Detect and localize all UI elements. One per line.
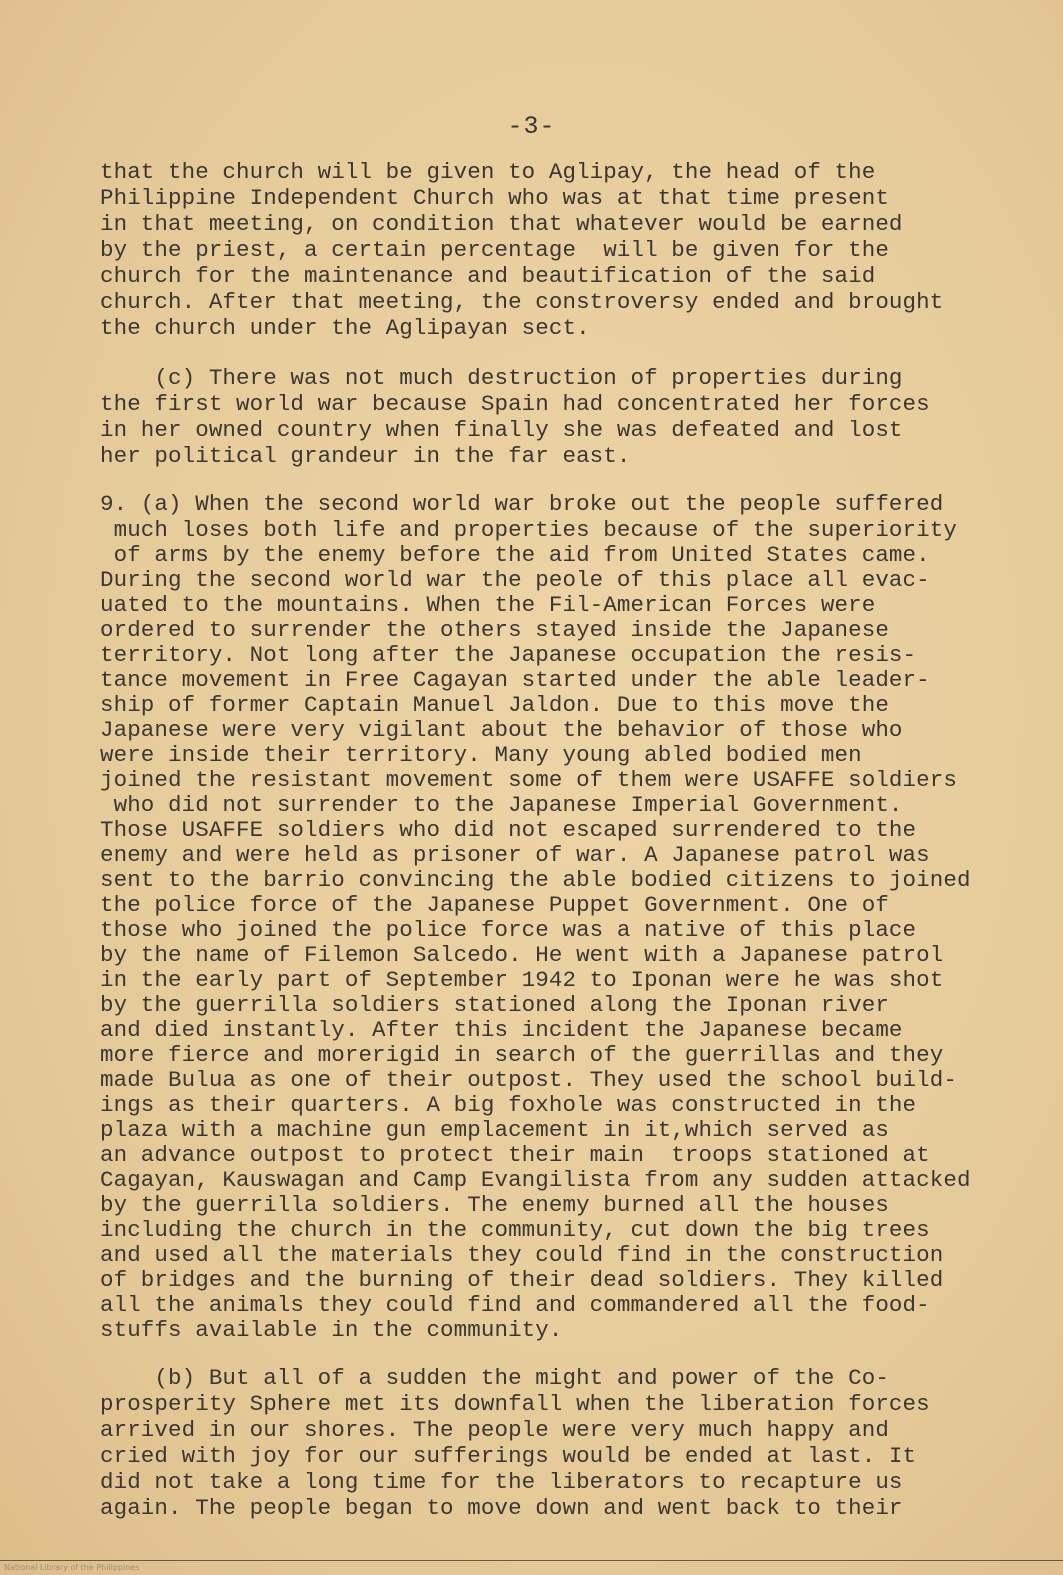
text-line: church. After that meeting, the constroversy ended and brought (100, 289, 944, 315)
text-line: Philippine Independent Church who was at that time present (100, 185, 889, 211)
text-line: by the guerrilla soldiers stationed along the Iponan river (100, 992, 889, 1018)
text-line: the first world war because Spain had concentrated her forces (100, 391, 930, 417)
text-line: in the early part of September 1942 to Iponan were he was shot (100, 967, 944, 993)
text-line: the police force of the Japanese Puppet Government. One of (100, 892, 889, 918)
text-line: her political grandeur in the far east. (100, 443, 631, 469)
text-line: by the priest, a certain percentage will be given for the (100, 237, 889, 263)
text-line: tance movement in Free Cagayan started under the able leader- (100, 667, 930, 693)
text-line: ship of former Captain Manuel Jaldon. Due to this move the (100, 692, 889, 718)
text-line: church for the maintenance and beautification of the said (100, 263, 876, 289)
text-line: including the church in the community, cut down the big trees (100, 1217, 930, 1243)
text-line: 9. (a) When the second world war broke out the people suffered (100, 491, 944, 517)
text-line: plaza with a machine gun emplacement in it,which served as (100, 1117, 889, 1143)
text-line: who did not surrender to the Japanese Imperial Government. (100, 792, 903, 818)
text-line: that the church will be given to Aglipay, the head of the (100, 159, 876, 185)
text-line: territory. Not long after the Japanese occupation the resis- (100, 642, 917, 668)
text-line: sent to the barrio convincing the able bodied citizens to joined (100, 867, 971, 893)
text-line: (c) There was not much destruction of properties during (100, 365, 903, 391)
text-line: Those USAFFE soldiers who did not escaped surrendered to the (100, 817, 917, 843)
text-line: ings as their quarters. A big foxhole was constructed in the (100, 1092, 917, 1118)
text-line: in her owned country when finally she was defeated and lost (100, 417, 903, 443)
text-line: Cagayan, Kauswagan and Camp Evangilista from any sudden attacked (100, 1167, 971, 1193)
text-line: stuffs available in the community. (100, 1317, 563, 1343)
text-line: were inside their territory. Many young abled bodied men (100, 742, 862, 768)
text-line: by the guerrilla soldiers. The enemy burned all the houses (100, 1192, 889, 1218)
text-line: of arms by the enemy before the aid from United States came. (100, 542, 930, 568)
text-line: by the name of Filemon Salcedo. He went with a Japanese patrol (100, 942, 944, 968)
text-line: all the animals they could find and commandered all the food- (100, 1292, 930, 1318)
scan-footer: National Library of the Philippines (4, 1563, 140, 1572)
text-line: During the second world war the peole of this place all evac- (100, 567, 930, 593)
text-line: those who joined the police force was a native of this place (100, 917, 917, 943)
text-line: prosperity Sphere met its downfall when the liberation forces (100, 1391, 930, 1417)
text-line: again. The people began to move down and went back to their (100, 1495, 903, 1521)
text-line: made Bulua as one of their outpost. They used the school build- (100, 1067, 957, 1093)
text-line: and used all the materials they could find in the construction (100, 1242, 944, 1268)
page-bottom-rule (0, 1560, 1063, 1561)
text-line: ordered to surrender the others stayed inside the Japanese (100, 617, 889, 643)
text-line: uated to the mountains. When the Fil-American Forces were (100, 592, 876, 618)
text-line: an advance outpost to protect their main troops stationed at (100, 1142, 930, 1168)
text-line: cried with joy for our sufferings would be ended at last. It (100, 1443, 917, 1469)
text-line: did not take a long time for the liberators to recapture us (100, 1469, 903, 1495)
text-line: enemy and were held as prisoner of war. A Japanese patrol was (100, 842, 930, 868)
text-line: more fierce and morerigid in search of the guerrillas and they (100, 1042, 944, 1068)
text-line: Japanese were very vigilant about the behavior of those who (100, 717, 903, 743)
text-line: arrived in our shores. The people were very much happy and (100, 1417, 889, 1443)
text-line: much loses both life and properties because of the superiority (100, 517, 957, 543)
text-line: (b) But all of a sudden the might and power of the Co- (100, 1365, 889, 1391)
text-line: in that meeting, on condition that whatever would be earned (100, 211, 903, 237)
text-line: and died instantly. After this incident the Japanese became (100, 1017, 903, 1043)
text-line: the church under the Aglipayan sect. (100, 315, 590, 341)
page-number: -3- (507, 112, 556, 141)
text-line: of bridges and the burning of their dead soldiers. They killed (100, 1267, 944, 1293)
text-line: joined the resistant movement some of them were USAFFE soldiers (100, 767, 957, 793)
